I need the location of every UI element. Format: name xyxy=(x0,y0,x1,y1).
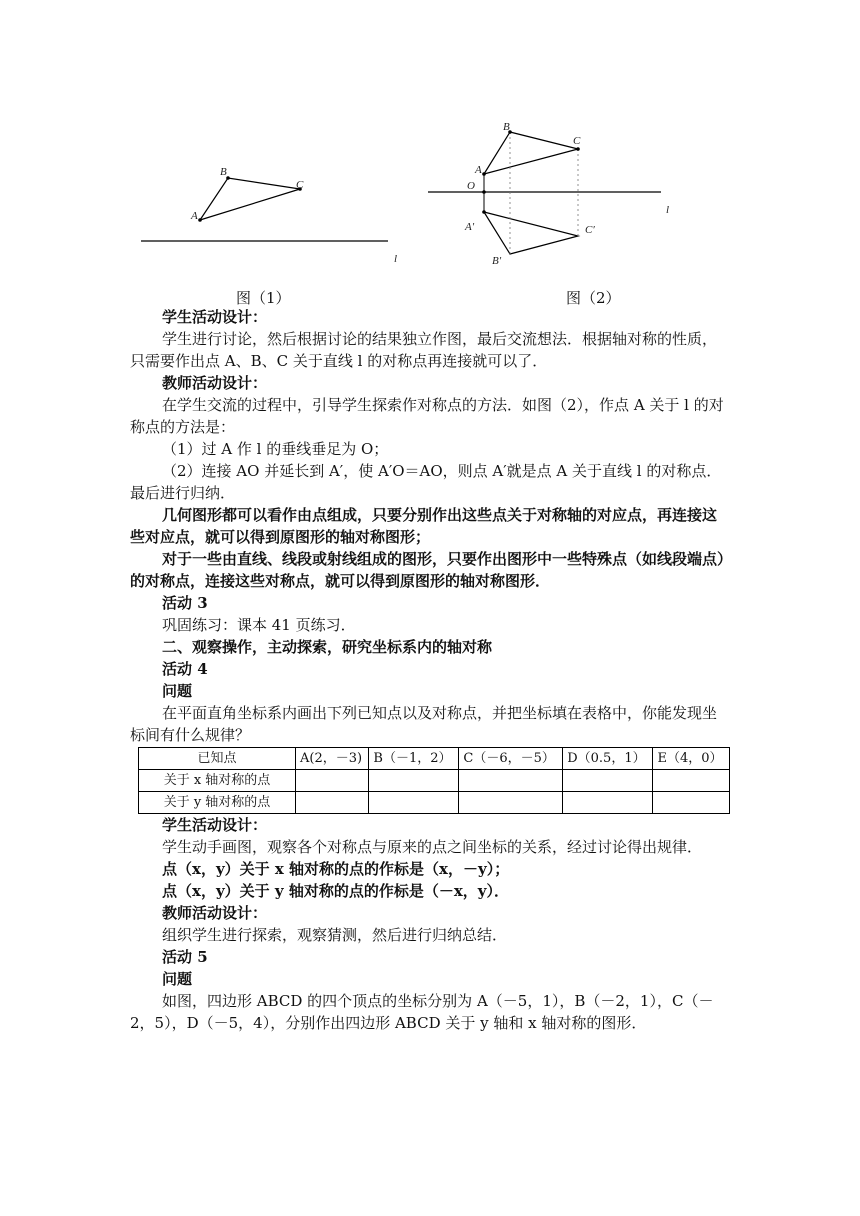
table-cell xyxy=(459,770,563,792)
step-2: （2）连接 AO 并延长到 A′，使 A′O＝AO，则点 A′就是点 A 关于直线 l 的对称点．最后进行归纳． xyxy=(130,462,722,502)
table-row xyxy=(139,792,730,814)
question-4-text: 在平面直角坐标系内画出下列已知点以及对称点，并把坐标填在表格中，你能发现坐标间有什么规律？ xyxy=(130,704,718,744)
row-label: 关于 x 轴对称的点 xyxy=(139,770,296,792)
rule-y-axis: 点（x，y）关于 y 轴对称的点的作标是（－x，y）． xyxy=(162,882,509,900)
label-a-prime: A′ xyxy=(465,221,475,233)
label-b-prime: B′ xyxy=(492,255,502,267)
label-o: O xyxy=(467,180,475,192)
lesson-content xyxy=(130,306,730,1034)
student-activity-2-title: 学生活动设计： xyxy=(162,816,268,834)
label-c: C xyxy=(573,135,581,147)
activity-3-title: 活动 3 xyxy=(162,594,208,612)
practice-text: 巩固练习：课本 41 页练习． xyxy=(162,616,356,634)
table-cell xyxy=(459,792,563,814)
table-cell xyxy=(369,792,459,814)
label-b: B xyxy=(220,166,227,178)
table-cell xyxy=(296,792,369,814)
triangle-abc xyxy=(200,178,300,220)
label-c-prime: C′ xyxy=(585,224,595,236)
table-header-cell: E（4，0） xyxy=(653,748,730,770)
conclusion-2: 对于一些由直线、线段或射线组成的图形，只要作出图形中一些特殊点（如线段端点）的对称点，连接这些对称点，就可以得到原图形的轴对称图形． xyxy=(130,550,725,590)
table-header-row xyxy=(139,748,730,770)
table-header-cell: 已知点 xyxy=(139,748,296,770)
label-l: l xyxy=(666,204,670,216)
question-4-title: 问题 xyxy=(162,682,193,700)
figure-2 xyxy=(420,115,690,275)
student-activity-text: 学生进行讨论，然后根据讨论的结果独立作图，最后交流想法．根据轴对称的性质，只需要作出点 A、B、C 关于直线 l 的对称点再连接就可以了． xyxy=(130,330,718,370)
teacher-activity-2-text: 组织学生进行探索，观察猜测，然后进行归纳总结． xyxy=(162,926,508,944)
rule-x-axis: 点（x，y）关于 x 轴对称的点的作标是（x，－y）； xyxy=(162,860,510,878)
table-header-cell: A(2，－3) xyxy=(296,748,369,770)
student-activity-title: 学生活动设计： xyxy=(162,308,268,326)
label-a: A xyxy=(191,210,198,222)
table-header-cell: C（－6，－5） xyxy=(459,748,563,770)
table-cell xyxy=(369,770,459,792)
teacher-activity-title: 教师活动设计： xyxy=(162,374,268,392)
triangle-abc-reflected xyxy=(484,212,578,254)
table-header-cell: D（0.5，1） xyxy=(563,748,653,770)
table-header-cell: B（－1，2） xyxy=(369,748,459,770)
table-cell xyxy=(563,792,653,814)
label-c: C xyxy=(296,179,304,191)
teacher-activity-2-title: 教师活动设计： xyxy=(162,904,268,922)
question-5-text: 如图，四边形 ABCD 的四个顶点的坐标分别为 A（－5，1），B（－2，1），C（－2，5），D（－5，4），分别作出四边形 ABCD 关于 y 轴和 x 轴对称的图形． xyxy=(130,992,714,1032)
figure-1 xyxy=(130,160,420,270)
label-a: A xyxy=(475,164,482,176)
step-1: （1）过 A 作 l 的垂线垂足为 O； xyxy=(162,440,389,458)
coordinates-table xyxy=(138,747,730,814)
table-cell xyxy=(563,770,653,792)
activity-4-title: 活动 4 xyxy=(162,660,208,678)
figure-2-caption: 图（2） xyxy=(566,289,621,307)
table-row xyxy=(139,770,730,792)
label-b: B xyxy=(503,121,510,133)
question-5-title: 问题 xyxy=(162,970,193,988)
part-2-title: 二、观察操作，主动探索，研究坐标系内的轴对称 xyxy=(162,638,493,656)
conclusion-1: 几何图形都可以看作由点组成，只要分别作出这些点关于对称轴的对应点，再连接这些对应点，就可以得到原图形的轴对称图形； xyxy=(130,506,718,546)
triangle-abc xyxy=(484,132,578,174)
student-activity-2-text: 学生动手画图，观察各个对称点与原来的点之间坐标的关系，经过讨论得出规律． xyxy=(162,838,703,856)
table-cell xyxy=(296,770,369,792)
row-label: 关于 y 轴对称的点 xyxy=(139,792,296,814)
table-cell xyxy=(653,770,730,792)
activity-5-title: 活动 5 xyxy=(162,948,208,966)
label-l: l xyxy=(394,253,398,265)
figure-1-caption: 图（1） xyxy=(236,289,291,307)
table-cell xyxy=(653,792,730,814)
teacher-activity-text: 在学生交流的过程中，引导学生探索作对称点的方法．如图（2），作点 A 关于 l 的对称点的方法是： xyxy=(130,396,724,436)
